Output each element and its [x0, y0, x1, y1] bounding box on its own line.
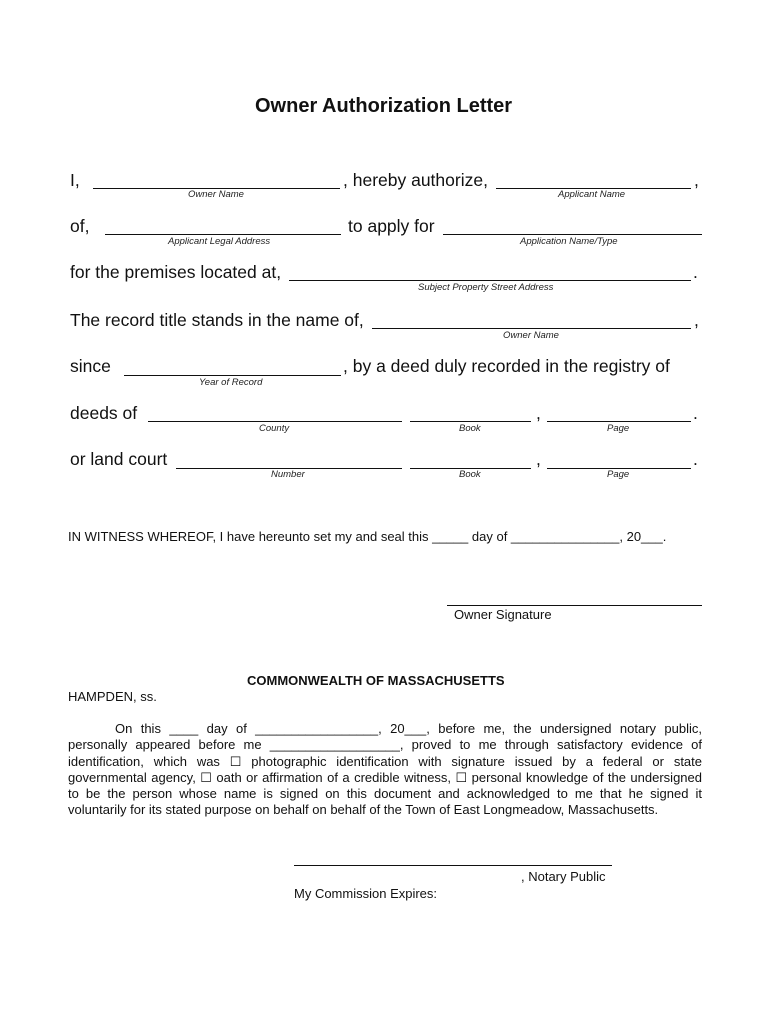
premises-text: for the premises located at, [70, 262, 282, 282]
witness-statement: IN WITNESS WHEREOF, I have hereunto set my and seal this _____ day of _______________, 20___. [68, 529, 667, 544]
applicant-address-field[interactable] [105, 234, 341, 235]
row6-comma: , [536, 403, 541, 423]
deed-recorded-text: , by a deed duly recorded in the registry of [343, 356, 670, 376]
row3-period: . [693, 262, 698, 282]
owner-signature-line[interactable] [447, 605, 702, 606]
book-caption-2: Book [459, 469, 481, 480]
notary-public-label: , Notary Public [521, 869, 606, 884]
apply-for-text: to apply for [348, 216, 435, 236]
deeds-of-text: deeds of [70, 403, 138, 423]
applicant-name-caption: Applicant Name [558, 189, 626, 200]
row7-period: . [693, 449, 698, 469]
since-text: since [70, 356, 111, 376]
county-field[interactable] [148, 421, 402, 422]
page-title: Owner Authorization Letter [255, 95, 513, 117]
record-owner-field[interactable] [372, 328, 691, 329]
owner-prefix: I, [70, 170, 80, 190]
commonwealth-heading: COMMONWEALTH OF MASSACHUSETTS [247, 673, 505, 688]
application-name-caption: Application Name/Type [520, 236, 618, 247]
application-name-field[interactable] [443, 234, 702, 235]
property-address-field[interactable] [289, 280, 691, 281]
year-field[interactable] [124, 375, 341, 376]
land-court-text: or land court [70, 449, 168, 469]
notary-paragraph: On this ____ day of _________________, 20___, before me, the undersigned notary public, personally appeared before me __________________, proved to me through satisfactory evidence of identification, which was ☐ photographic identification with signature issued by a federal or state governmental agency, ☐ oath or affirmation of a credible witness, ☐ personal knowledge of the undersigned to be the person whose name is signed on this document and acknowledged to me that he signed it voluntarily for its stated purpose on behalf on behalf of the Town of East Longmeadow, Massachusetts. [68, 721, 702, 818]
row6-period: . [693, 403, 698, 423]
record-title-text: The record title stands in the name of, [70, 310, 364, 330]
year-caption: Year of Record [199, 377, 263, 388]
county-venue: HAMPDEN, ss. [68, 689, 157, 704]
owner-name-caption: Owner Name [188, 189, 244, 200]
deed-page-field[interactable] [547, 421, 691, 422]
row1-comma: , [694, 170, 699, 190]
of-text: of, [70, 216, 90, 236]
row7-comma: , [536, 449, 541, 469]
commission-expires-label: My Commission Expires: [294, 886, 438, 901]
owner-signature-label: Owner Signature [454, 607, 552, 622]
page-caption: Page [607, 423, 630, 434]
applicant-address-caption: Applicant Legal Address [168, 236, 271, 247]
county-caption: County [259, 423, 290, 434]
property-address-caption: Subject Property Street Address [418, 282, 554, 293]
deed-book-field[interactable] [410, 421, 531, 422]
book-caption: Book [459, 423, 481, 434]
number-caption: Number [271, 469, 305, 480]
row4-comma: , [694, 310, 699, 330]
authorize-text: , hereby authorize, [343, 170, 488, 190]
page-caption-2: Page [607, 469, 630, 480]
record-owner-caption: Owner Name [503, 330, 559, 341]
notary-signature-line[interactable] [294, 865, 612, 866]
